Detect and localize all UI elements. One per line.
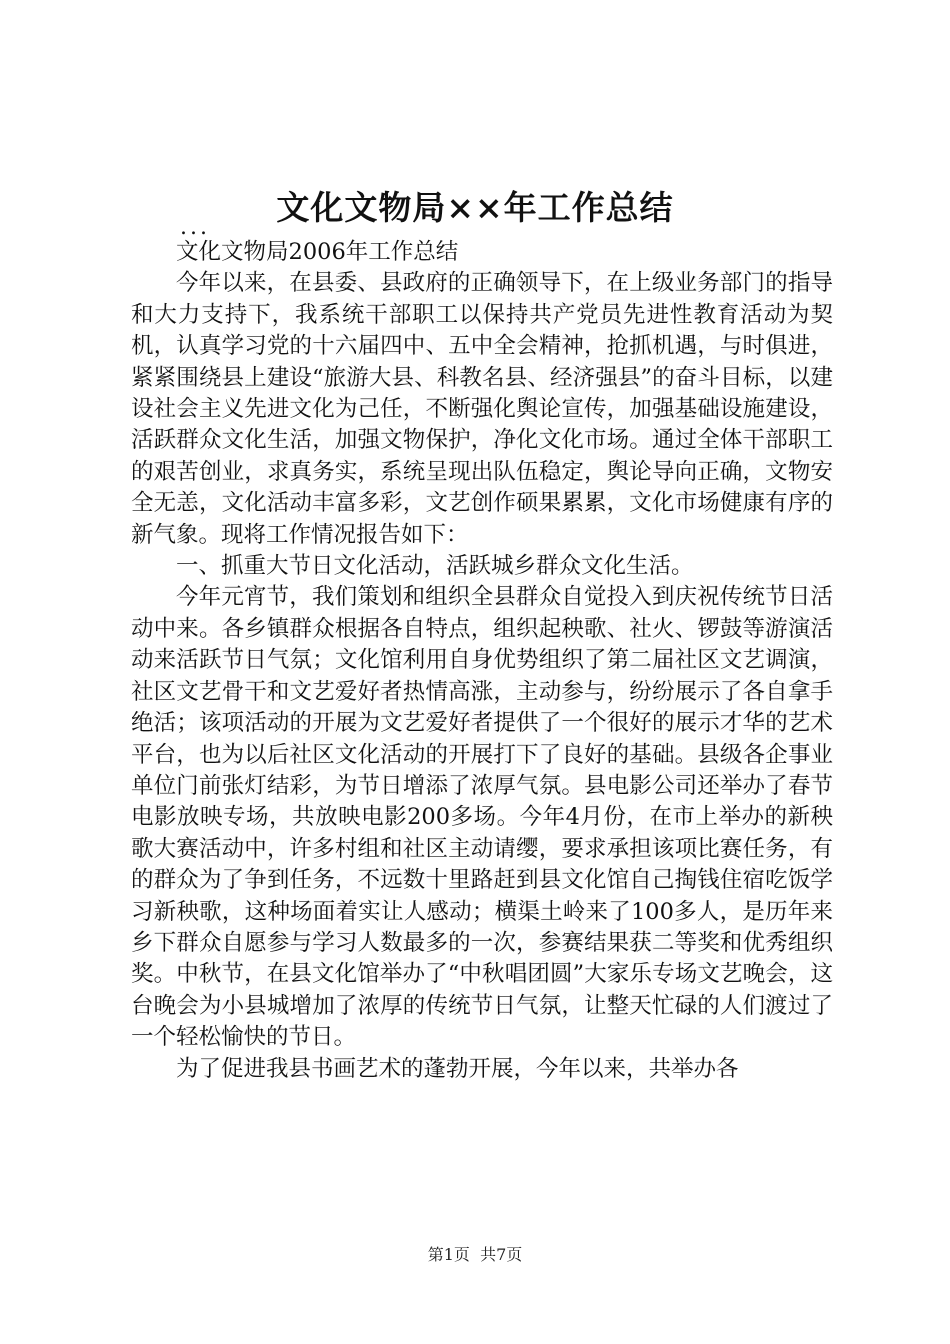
- ellipsis-marker: ...: [180, 215, 210, 240]
- document-subtitle: 文化文物局2006年工作总结: [176, 239, 459, 265]
- paragraph-festivals: 今年元宵节，我们策划和组织全县群众自觉投入到庆祝传统节日活动中来。各乡镇群众根据各自特点，组织起秧歌、社火、锣鼓等游演活动来活跃节日气氛；文化馆利用自身优势组织了第二届社区文艺调演，社区文艺骨干和文艺爱好者热情高涨，主动参与，纷纷展示了各自拿手绝活；该项活动的开展为文艺爱好者提供了一个很好的展示才华的艺术平台，也为以后社区文化活动的开展打下了良好的基础。县级各企事业单位门前张灯结彩，为节日增添了浓厚气氛。县电影公司还举办了春节电影放映专场，共放映电影200多场。今年4月份，在市上举办的新秧歌大赛活动中，许多村组和社区主动请缨，要求承担该项比赛任务，有的群众为了争到任务，不远数十里路赶到县文化馆自己掏钱住宿吃饭学习新秧歌，这种场面着实让人感动；横渠土岭来了100多人，是历年来乡下群众自愿参与学习人数最多的一次，参赛结果获二等奖和优秀组织奖。中秋节，在县文化馆举办了“中秋唱团圆”大家乐专场文艺晚会，这台晚会为小县城增加了浓厚的传统节日气氛，让整天忙碌的人们渡过了一个轻松愉快的节日。: [131, 584, 833, 1051]
- page-number: 第1页 共7页: [427, 1245, 523, 1264]
- paragraph-intro: 今年以来，在县委、县政府的正确领导下，在上级业务部门的指导和大力支持下，我系统干部职工以保持共产党员先进性教育活动为契机，认真学习党的十六届四中、五中全会精神，抢抓机遇，与时俱进，紧紧围绕县上建设“旅游大县、科教名县、经济强县”的奋斗目标，以建设社会主义先进文化为己任，不断强化舆论宣传，加强基础设施建设，活跃群众文化生活，加强文物保护，净化文化市场。通过全体干部职工的艰苦创业，求真务实，系统呈现出队伍稳定，舆论导向正确，文物安全无恙，文化活动丰富多彩，文艺创作硕果累累，文化市场健康有序的新气象。现将工作情况报告如下：: [131, 270, 833, 548]
- section-heading-1: 一、抓重大节日文化活动，活跃城乡群众文化生活。: [176, 553, 694, 580]
- document-title: 文化文物局××年工作总结: [276, 188, 674, 227]
- paragraph-calligraphy: 为了促进我县书画艺术的蓬勃开展，今年以来，共举办各: [176, 1055, 739, 1082]
- page-footer: [0, 1244, 950, 1266]
- document-body: [131, 237, 833, 1085]
